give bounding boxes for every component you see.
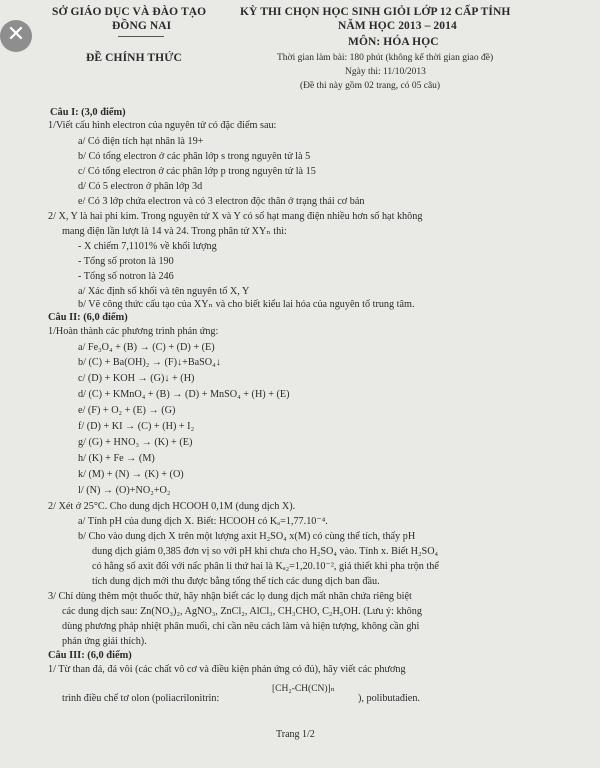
- body-line: a/ Xác định số khối và tên nguyên tố X, Y: [78, 286, 250, 297]
- close-icon: ✕: [6, 22, 26, 47]
- body-line: - Tổng số notron là 246: [78, 271, 174, 282]
- exam-title: KỲ THI CHỌN HỌC SINH GIỎI LỚP 12 CẤP TỈNH: [240, 6, 511, 18]
- equation-line: g/ (G) + HNO₃ → (K) + (E): [78, 437, 193, 448]
- body-line: a/ Tính pH của dung dịch X. Biết: HCOOH có Kₐ=1,77.10⁻⁴.: [78, 516, 328, 527]
- section-heading: Câu II: (6,0 điểm): [48, 312, 128, 323]
- body-line: 2/ Xét ở 25°C. Cho dung dịch HCOOH 0,1M (dung dịch X).: [48, 501, 296, 512]
- body-line: dung dịch giảm 0,385 đơn vị so với pH khi chưa cho H₂SO₄ vào. Tính x. Biết H₂SO₄: [92, 546, 439, 557]
- dept-name: SỞ GIÁO DỤC VÀ ĐÀO TẠO: [52, 6, 207, 18]
- equation-line: e/ (F) + O₂ + (E) → (G): [78, 405, 176, 416]
- section-heading: Câu III: (6,0 điểm): [48, 650, 132, 661]
- equation-line: h/ (K) + Fe → (M): [78, 453, 155, 464]
- time-info: Thời gian làm bài: 180 phút (không kể thời gian giao đề): [277, 53, 494, 63]
- body-line: b/ Có tổng electron ở các phân lớp s trong nguyên tử là 5: [78, 151, 311, 162]
- subject: MÔN: HÓA HỌC: [348, 36, 439, 48]
- body-line: a/ Có điện tích hạt nhân là 19+: [78, 136, 204, 147]
- body-line: - X chiếm 7,1101% về khối lượng: [78, 241, 217, 252]
- body-line: trình điều chế tơ olon (poliacrilonitrin:: [62, 693, 220, 704]
- exam-date: Ngày thi: 11/10/2013: [345, 67, 426, 77]
- body-line: - Tổng số proton là 190: [78, 256, 174, 267]
- province-name: ĐỒNG NAI: [112, 20, 172, 32]
- header-rule: [118, 36, 164, 37]
- body-line: ), polibutađien.: [358, 693, 420, 704]
- body-line: b/ Vẽ công thức cấu tạo của XYₙ và cho biết kiểu lai hóa của nguyên tố trung tâm.: [78, 299, 415, 310]
- equation-line: d/ (C) + KMnO₄ + (B) → (D) + MnSO₄ + (H) + (E): [78, 389, 290, 400]
- body-line: 3/ Chỉ dùng thêm một thuốc thử, hãy nhận biết các lọ dung dịch mất nhãn chứa riêng biệt: [48, 591, 412, 602]
- official-label: ĐỀ CHÍNH THỨC: [86, 52, 182, 64]
- equation-line: l/ (N) → (O)+NO₂+O₂: [78, 485, 171, 496]
- section-heading: Câu I: (3,0 điểm): [50, 107, 126, 118]
- body-line: b/ Cho vào dung dịch X trên một lượng axit H₂SO₄ x(M) có cùng thể tích, thấy pH: [78, 531, 416, 542]
- page-number: Trang 1/2: [276, 729, 315, 740]
- body-line: 1/Hoàn thành các phương trình phản ứng:: [48, 326, 219, 337]
- page-count-note: (Đề thi này gồm 02 trang, có 05 câu): [300, 81, 441, 91]
- body-line: e/ Có 3 lớp chứa electron và có 3 electron độc thân ở trạng thái cơ bản: [78, 196, 365, 207]
- body-line: d/ Có 5 electron ở phân lớp 3d: [78, 181, 203, 192]
- body-line: 1/Viết cấu hình electron của nguyên tử có đặc điểm sau:: [48, 120, 277, 131]
- body-line: có hằng số axit đối với nấc phân li thứ hai là Kₐ₂=1,20.10⁻², giả thiết khi pha trộn thể: [92, 561, 439, 572]
- body-line: c/ Có tổng electron ở các phân lớp p trong nguyên tử là 15: [78, 166, 316, 177]
- body-line: 1/ Từ than đá, đá vôi (các chất vô cơ và điều kiện phản ứng có đủ), hãy viết các phương: [48, 664, 406, 675]
- equation-line: c/ (D) + KOH → (G)↓ + (H): [78, 373, 195, 384]
- school-year: NĂM HỌC 2013 – 2014: [338, 20, 457, 32]
- close-button[interactable]: [0, 20, 32, 52]
- equation-line: b/ (C) + Ba(OH)₂ → (F)↓+BaSO₄↓: [78, 357, 221, 368]
- equation-line: f/ (D) + KI → (C) + (H) + I₂: [78, 421, 195, 432]
- body-line: dùng phương pháp nhiệt phân muối, chỉ cần nêu cách làm và hiện tượng, không cần ghi: [62, 621, 420, 632]
- body-line: mang điện lần lượt là 14 và 24. Trong phân tử XYₙ thì:: [62, 226, 287, 237]
- body-line: phản ứng giải thích).: [62, 636, 147, 647]
- equation-line: a/ Fe₃O₄ + (B) → (C) + (D) + (E): [78, 342, 215, 353]
- body-line: các dung dịch sau: Zn(NO₃)₂, AgNO₃, ZnCl₂, AlCl₃, CH₃CHO, C₂H₅OH. (Lưu ý: không: [62, 606, 422, 617]
- body-line: 2/ X, Y là hai phi kim. Trong nguyên tử X và Y có số hạt mang điện nhiều hơn số hạt không: [48, 211, 423, 222]
- equation-line: k/ (M) + (N) → (K) + (O): [78, 469, 184, 480]
- polymer-formula: [CH₂-CH(CN)]ₙ: [272, 684, 335, 694]
- body-line: tích dung dịch mới thu được bằng tổng thể tích các dung dịch ban đầu.: [92, 576, 380, 587]
